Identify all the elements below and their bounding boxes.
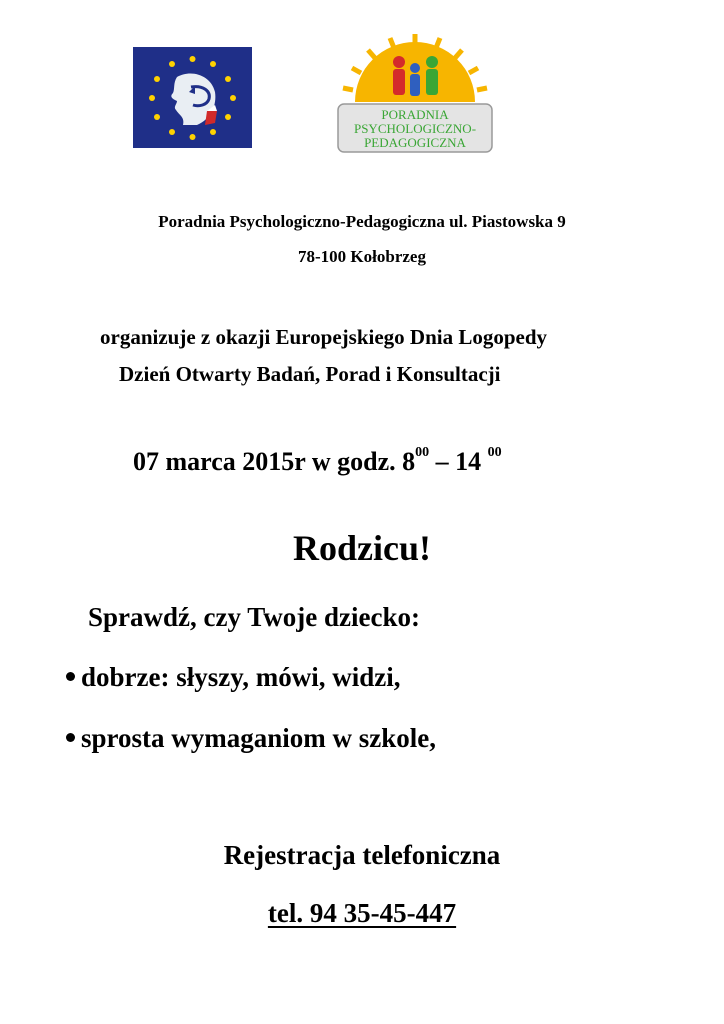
institution-name: Poradnia Psychologiczno-Pedagogiczna ul. Piastowska 9 [158,212,566,231]
eu-flag-logo [133,47,252,148]
logo-text-line2: PSYCHOLOGICZNO- [353,121,477,136]
bullet-icon [66,733,75,742]
intro-line-1: organizuje z okazji Europejskiego Dnia Logopedy [100,325,548,349]
list-item-text: dobrze: słyszy, mówi, widzi, [81,662,401,692]
logo-text-line1: PORADNIA [381,107,449,122]
logo-text-line3: PEDAGOGICZNA [364,135,466,150]
poradnia-logo [335,32,495,154]
check-heading: Sprawdź, czy Twoje dziecko: [88,602,420,632]
end-minutes: 00 [487,445,502,461]
registration-label: Rejestracja telefoniczna [223,840,501,870]
date-prefix: 07 marca 2015r w godz. 8 [133,447,416,476]
list-item [66,723,436,754]
institution-address: 78-100 Kołobrzeg [298,247,426,266]
list-item [66,662,400,693]
phone-link[interactable]: tel. 94 35-45-447 [267,898,457,928]
event-date [133,447,502,477]
start-minutes: 00 [415,445,430,461]
phone-number [0,898,724,929]
intro-line-2: Dzień Otwarty Badań, Porad i Konsultacji [119,362,501,386]
bullet-icon [66,672,75,681]
list-item-text: sprosta wymaganiom w szkole, [81,723,437,753]
page-title: Rodzicu! [293,528,431,568]
date-dash: – 14 [429,447,488,476]
